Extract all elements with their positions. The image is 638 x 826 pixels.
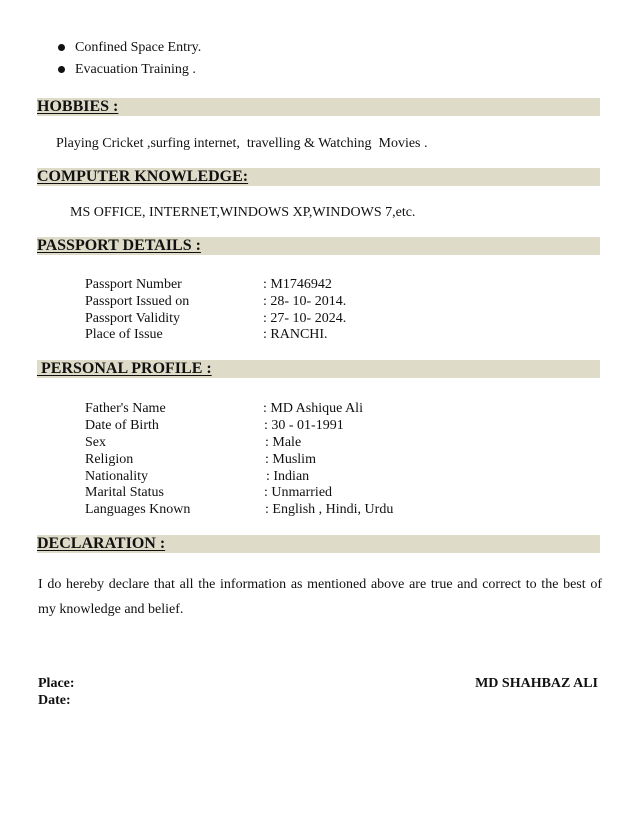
profile-label: Nationality: [85, 469, 148, 484]
passport-header: [37, 237, 600, 255]
passport-label: Passport Validity: [85, 311, 181, 326]
declaration-text: I do hereby declare that all the information as mentioned above are true and correct to the best of my knowledge and belief.: [38, 577, 602, 617]
profile-value: : Male: [265, 435, 302, 450]
computer-knowledge-title: COMPUTER KNOWLEDGE:: [37, 168, 249, 185]
profile-value: : Indian: [266, 469, 310, 484]
passport-title: PASSPORT DETAILS :: [37, 237, 201, 254]
profile-value: : 30 - 01-1991: [264, 418, 344, 433]
bullet-icon: [58, 66, 65, 73]
profile-value: : Muslim: [265, 452, 316, 467]
profile-label: Marital Status: [85, 485, 164, 500]
passport-value: : 28- 10- 2014.: [263, 294, 347, 309]
computer-knowledge-text: MS OFFICE, INTERNET,WINDOWS XP,WINDOWS 7,etc.: [70, 205, 416, 220]
profile-label: Date of Birth: [85, 418, 159, 433]
profile-value: : MD Ashique Ali: [263, 401, 363, 416]
profile-label: Religion: [85, 452, 134, 467]
passport-label: Passport Number: [85, 277, 182, 292]
hobbies-header: [37, 98, 600, 116]
personal-profile-title: PERSONAL PROFILE :: [37, 360, 212, 377]
date-label: Date:: [38, 693, 71, 708]
passport-value: : 27- 10- 2024.: [263, 311, 347, 326]
passport-label: Place of Issue: [85, 327, 163, 342]
passport-value: : M1746942: [263, 277, 332, 292]
profile-label: Sex: [85, 435, 106, 450]
hobbies-title: HOBBIES :: [37, 98, 119, 115]
declaration-title: DECLARATION :: [37, 535, 166, 552]
signature-name: MD SHAHBAZ ALI: [475, 676, 598, 691]
bullet-item: Confined Space Entry.: [75, 40, 202, 55]
profile-value: : English , Hindi, Urdu: [265, 502, 394, 517]
place-label: Place:: [38, 676, 75, 691]
profile-label: Languages Known: [85, 502, 191, 517]
passport-label: Passport Issued on: [85, 294, 190, 309]
personal-profile-header: [37, 360, 600, 378]
passport-value: : RANCHI.: [263, 327, 328, 342]
profile-label: Father's Name: [85, 401, 166, 416]
profile-value: : Unmarried: [264, 485, 333, 500]
bullet-item: Evacuation Training .: [75, 62, 196, 77]
bullet-icon: [58, 44, 65, 51]
computer-knowledge-header: [37, 168, 600, 186]
hobbies-text: Playing Cricket ,surfing internet, travelling & Watching Movies .: [56, 136, 428, 151]
declaration-header: [37, 535, 600, 553]
